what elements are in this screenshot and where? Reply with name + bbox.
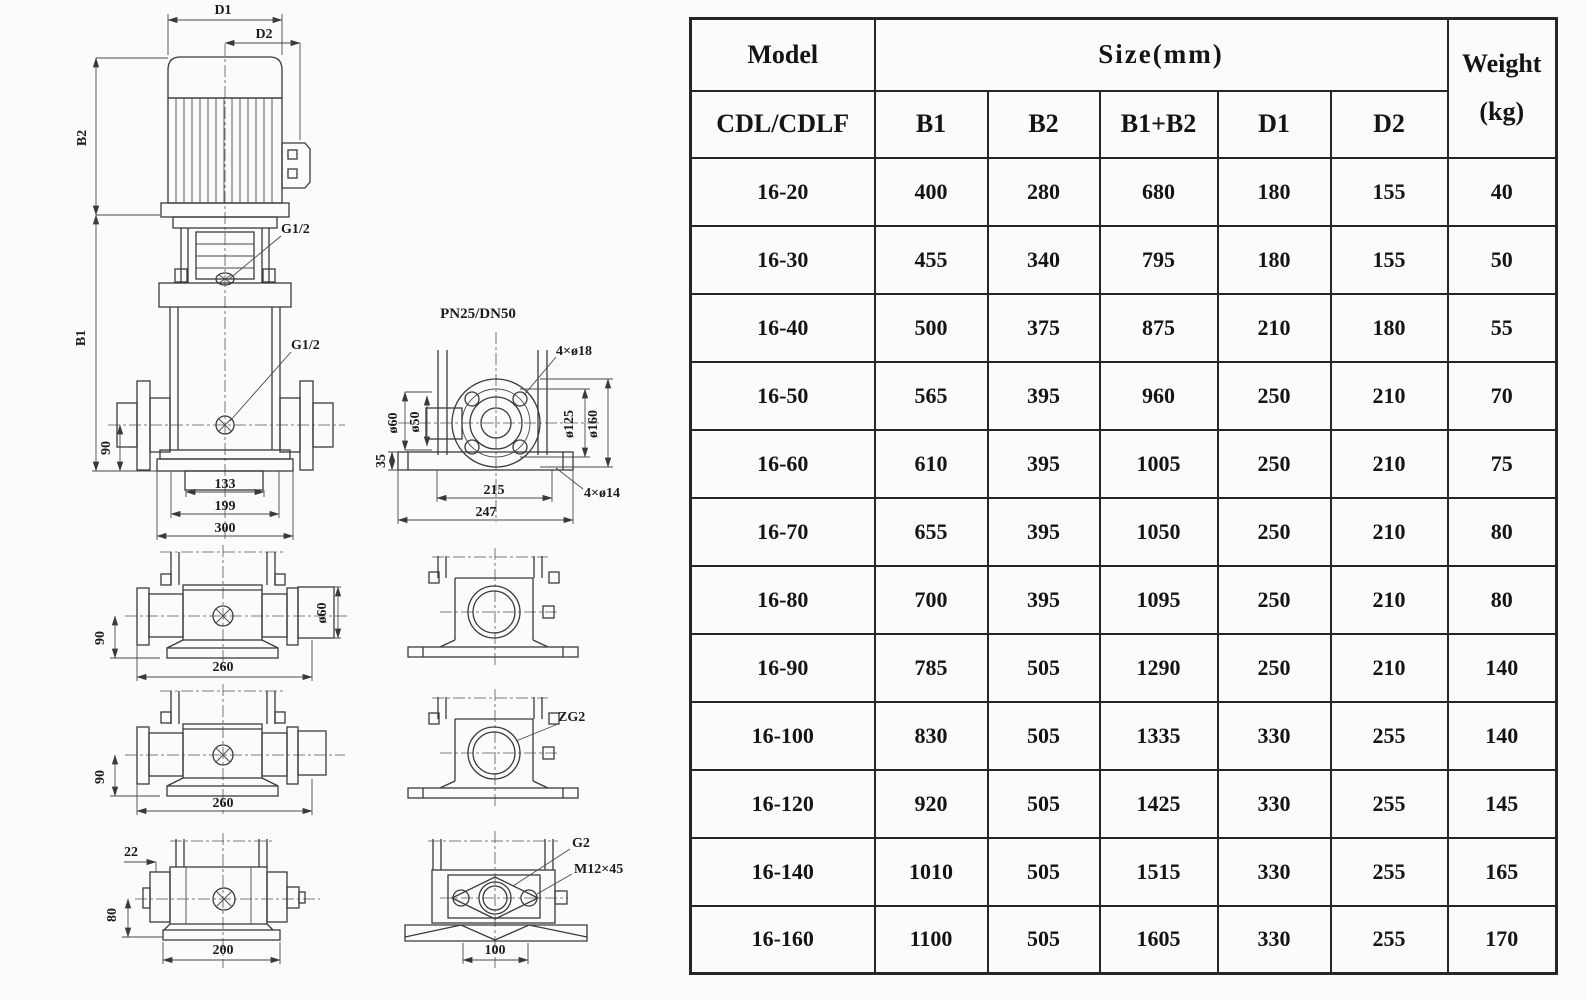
table-row — [691, 770, 1557, 838]
cell-d1: 250 — [1218, 566, 1331, 634]
cell-d1: 250 — [1218, 634, 1331, 702]
cell-weight: 40 — [1448, 158, 1557, 226]
cell-b1b2: 1290 — [1100, 634, 1218, 702]
cell-weight: 75 — [1448, 430, 1557, 498]
base-plate — [167, 648, 278, 658]
dim-b2 — [75, 58, 168, 215]
callout-g12-mid — [230, 338, 320, 421]
base-plate — [408, 788, 578, 798]
table-row — [691, 838, 1557, 906]
cell-b2: 505 — [988, 634, 1100, 702]
cell-model: 16-70 — [691, 498, 875, 566]
header-col-d2: D2 — [1331, 91, 1448, 158]
cell-b1: 400 — [875, 158, 988, 226]
header-row-1 — [691, 19, 1557, 91]
header-col-b1b2: B1+B2 — [1100, 91, 1218, 158]
cell-b2: 395 — [988, 430, 1100, 498]
cell-b2: 395 — [988, 498, 1100, 566]
table-row — [691, 158, 1557, 226]
cell-b1: 565 — [875, 362, 988, 430]
dim-label-133: 133 — [214, 477, 236, 492]
cell-d2: 210 — [1331, 362, 1448, 430]
table-row — [691, 294, 1557, 362]
cell-b1: 500 — [875, 294, 988, 362]
cell-b1b2: 1095 — [1100, 566, 1218, 634]
cell-model: 16-100 — [691, 702, 875, 770]
view-section-3 — [405, 831, 623, 968]
dim-260-side2 — [137, 779, 312, 815]
cell-model: 16-90 — [691, 634, 875, 702]
view-section-1 — [408, 548, 578, 668]
cell-b1b2: 1335 — [1100, 702, 1218, 770]
callout-label-g12-top: G1/2 — [281, 222, 310, 237]
side-port-stub — [426, 408, 462, 439]
cell-b1b2: 875 — [1100, 294, 1218, 362]
dim-label-260-side2: 260 — [212, 796, 234, 811]
view-side-2 — [93, 684, 345, 815]
pump-body — [183, 585, 262, 640]
cell-d1: 330 — [1218, 906, 1331, 974]
base-plate — [163, 930, 280, 940]
callout-g2 — [513, 836, 590, 886]
cell-b2: 505 — [988, 906, 1100, 974]
cell-weight: 70 — [1448, 362, 1557, 430]
dim-dia60-side1 — [315, 587, 341, 638]
callout-label-4xd18: 4×ø18 — [556, 344, 592, 359]
cell-d2: 180 — [1331, 294, 1448, 362]
callout-m12x45 — [537, 862, 623, 894]
header-size: Size(mm) — [875, 19, 1448, 91]
table-row — [691, 226, 1557, 294]
cell-d1: 250 — [1218, 430, 1331, 498]
cell-d1: 250 — [1218, 498, 1331, 566]
dim-label-200: 200 — [212, 943, 234, 958]
cell-b1: 455 — [875, 226, 988, 294]
cell-b1: 785 — [875, 634, 988, 702]
cell-b1: 610 — [875, 430, 988, 498]
dim-d2 — [225, 27, 300, 140]
header-weight-line2: (kg) — [1479, 97, 1525, 127]
cell-b1: 830 — [875, 702, 988, 770]
cell-d2: 210 — [1331, 634, 1448, 702]
cell-model: 16-50 — [691, 362, 875, 430]
cell-weight: 50 — [1448, 226, 1557, 294]
cell-d2: 210 — [1331, 430, 1448, 498]
table-row — [691, 498, 1557, 566]
cell-model: 16-140 — [691, 838, 875, 906]
cell-b1b2: 1050 — [1100, 498, 1218, 566]
view-section-2 — [408, 689, 585, 808]
cell-weight: 80 — [1448, 498, 1557, 566]
callout-4xd18 — [524, 344, 592, 395]
pump-body — [170, 867, 267, 924]
view-main-elevation — [74, 3, 345, 540]
dim-label-22: 22 — [124, 845, 138, 860]
table-row — [691, 906, 1557, 974]
cell-b2: 395 — [988, 362, 1100, 430]
cell-weight: 80 — [1448, 566, 1557, 634]
cell-b1b2: 795 — [1100, 226, 1218, 294]
dim-label-dia160: ø160 — [586, 410, 601, 438]
dim-label-100: 100 — [484, 943, 506, 958]
cell-model: 16-60 — [691, 430, 875, 498]
cell-d1: 330 — [1218, 770, 1331, 838]
cell-model: 16-160 — [691, 906, 875, 974]
cell-b1: 700 — [875, 566, 988, 634]
callout-label-4xd14: 4×ø14 — [584, 486, 620, 501]
cell-b1b2: 960 — [1100, 362, 1218, 430]
view-side-3 — [105, 833, 320, 968]
table-row — [691, 634, 1557, 702]
header-col-b1: B1 — [875, 91, 988, 158]
table-row — [691, 362, 1557, 430]
cell-weight: 140 — [1448, 634, 1557, 702]
cell-model: 16-30 — [691, 226, 875, 294]
callout-label-g2: G2 — [572, 836, 590, 851]
dim-label-90-side1: 90 — [93, 631, 108, 645]
base-plate — [167, 786, 278, 796]
cell-d2: 255 — [1331, 838, 1448, 906]
dim-label-b2: B2 — [75, 129, 90, 147]
callout-label-m12x45: M12×45 — [574, 862, 624, 877]
header-row-2 — [691, 91, 1557, 158]
callout-zg2 — [516, 710, 585, 741]
header-weight-line1: Weight — [1462, 49, 1542, 79]
callout-label-zg2: ZG2 — [558, 710, 586, 725]
cell-b2: 505 — [988, 838, 1100, 906]
cell-d2: 155 — [1331, 226, 1448, 294]
dim-label-247: 247 — [475, 505, 497, 520]
flange-title: PN25/DN50 — [440, 306, 516, 322]
cell-model: 16-40 — [691, 294, 875, 362]
cell-model: 16-80 — [691, 566, 875, 634]
cell-b1: 1100 — [875, 906, 988, 974]
cell-b2: 340 — [988, 226, 1100, 294]
dim-label-199: 199 — [214, 499, 236, 514]
dim-b1 — [74, 215, 157, 471]
cell-d1: 180 — [1218, 158, 1331, 226]
cell-weight: 55 — [1448, 294, 1557, 362]
view-side-1 — [93, 545, 348, 681]
cell-b1: 655 — [875, 498, 988, 566]
cell-weight: 170 — [1448, 906, 1557, 974]
cell-d2: 255 — [1331, 906, 1448, 974]
dim-label-90-side2: 90 — [93, 770, 108, 784]
dim-dia50 — [408, 396, 427, 446]
cell-b2: 280 — [988, 158, 1100, 226]
cell-b1b2: 1005 — [1100, 430, 1218, 498]
dim-label-b1: B1 — [74, 329, 89, 347]
dim-260-side1 — [137, 640, 312, 681]
cell-b2: 505 — [988, 702, 1100, 770]
cell-d2: 255 — [1331, 770, 1448, 838]
dim-80 — [105, 899, 163, 937]
dim-label-300: 300 — [214, 521, 236, 536]
terminal-box — [282, 143, 310, 188]
base-plate — [408, 647, 578, 657]
header-col-b2: B2 — [988, 91, 1100, 158]
dim-label-35: 35 — [374, 454, 389, 468]
pump-dimension-drawing — [0, 0, 680, 1000]
dim-label-90: 90 — [99, 441, 114, 455]
cell-b1b2: 680 — [1100, 158, 1218, 226]
suction-discharge-ports — [108, 381, 345, 470]
dim-label-80: 80 — [105, 908, 120, 922]
header-model-sub: CDL/CDLF — [691, 91, 875, 158]
callout-label-g12-mid: G1/2 — [291, 338, 320, 353]
cell-d2: 255 — [1331, 702, 1448, 770]
table-row — [691, 702, 1557, 770]
callout-4xd14 — [556, 468, 620, 501]
header-weight — [1448, 19, 1557, 158]
table-row — [691, 566, 1557, 634]
cell-b1b2: 1515 — [1100, 838, 1218, 906]
dim-35 — [374, 452, 398, 470]
dim-label-215: 215 — [483, 483, 505, 498]
pump-body — [183, 724, 262, 778]
dim-label-dia60: ø60 — [386, 412, 401, 434]
cell-d2: 210 — [1331, 498, 1448, 566]
cell-weight: 145 — [1448, 770, 1557, 838]
cell-b1b2: 1605 — [1100, 906, 1218, 974]
dim-label-260-side1: 260 — [212, 660, 234, 675]
cell-model: 16-120 — [691, 770, 875, 838]
cell-d2: 210 — [1331, 566, 1448, 634]
dim-label-dia50: ø50 — [408, 411, 423, 433]
cell-d1: 330 — [1218, 702, 1331, 770]
cell-b2: 395 — [988, 566, 1100, 634]
dim-label-dia60-side1: ø60 — [315, 602, 330, 624]
cell-b1b2: 1425 — [1100, 770, 1218, 838]
dimension-table — [689, 17, 1558, 975]
view-flange-plan — [374, 306, 620, 524]
dim-200 — [163, 942, 280, 964]
header-model: Model — [691, 19, 875, 91]
cell-weight: 165 — [1448, 838, 1557, 906]
dim-22 — [124, 845, 156, 872]
cell-d1: 330 — [1218, 838, 1331, 906]
cell-d1: 210 — [1218, 294, 1331, 362]
table-row — [691, 430, 1557, 498]
dim-215 — [437, 470, 552, 502]
base-plate — [405, 925, 587, 941]
cell-d1: 180 — [1218, 226, 1331, 294]
drain-plug — [555, 891, 567, 904]
dim-label-d2: D2 — [255, 27, 273, 42]
cell-b2: 505 — [988, 770, 1100, 838]
dim-label-d1: D1 — [214, 3, 232, 18]
dim-label-dia125: ø125 — [562, 410, 577, 438]
cell-d2: 155 — [1331, 158, 1448, 226]
cell-weight: 140 — [1448, 702, 1557, 770]
dim-100 — [463, 943, 528, 964]
cell-d1: 250 — [1218, 362, 1331, 430]
cell-model: 16-20 — [691, 158, 875, 226]
cell-b1: 1010 — [875, 838, 988, 906]
cell-b1: 920 — [875, 770, 988, 838]
header-col-d1: D1 — [1218, 91, 1331, 158]
cell-b2: 375 — [988, 294, 1100, 362]
